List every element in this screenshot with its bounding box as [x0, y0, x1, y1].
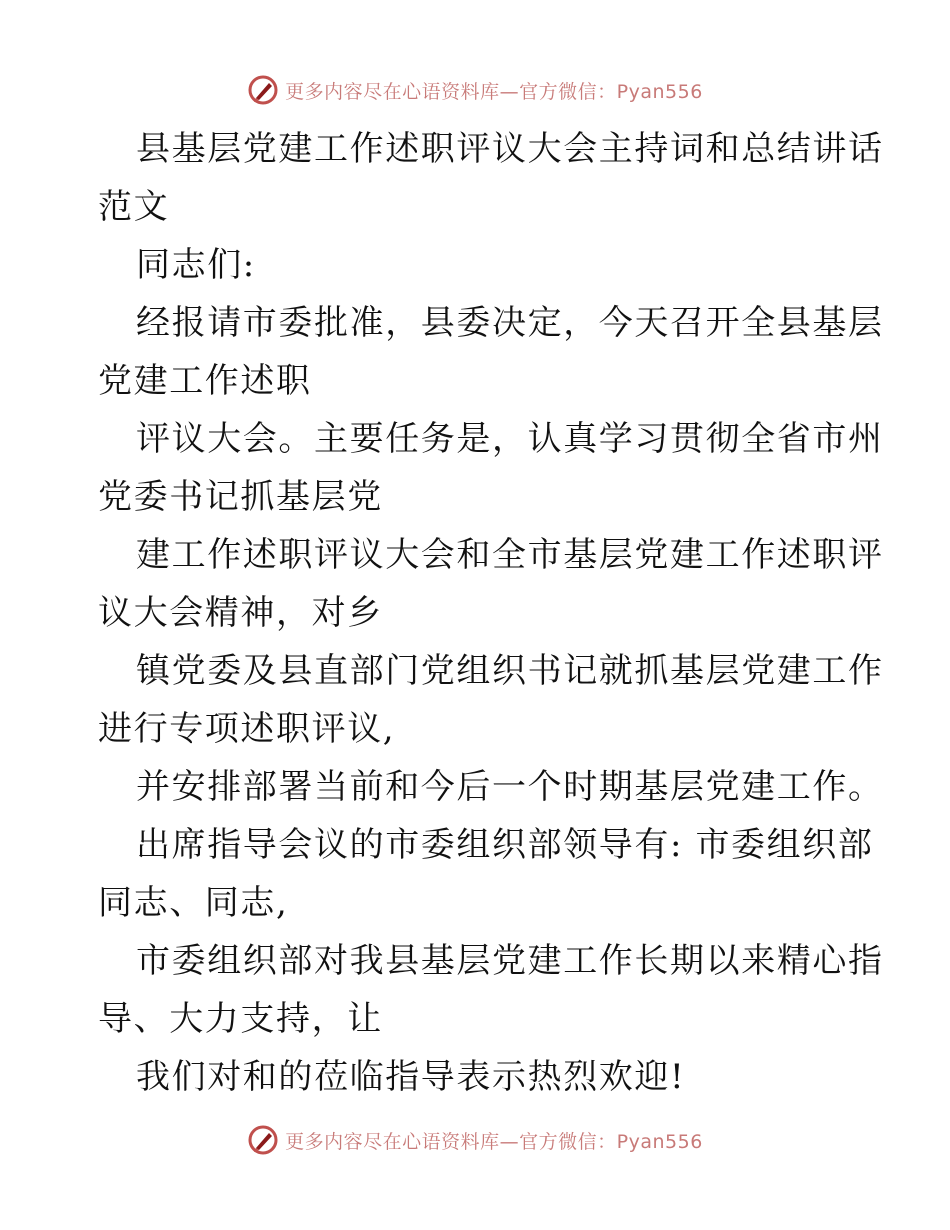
salutation: 同志们: — [136, 245, 256, 285]
paragraph-line: 镇党委及县直部门党组织书记就抓基层党建工作 — [136, 651, 884, 691]
paragraph-line: 市委组织部对我县基层党建工作长期以来精心指 — [136, 941, 884, 981]
paragraph-line: 同志、同志, — [98, 883, 289, 923]
title-line-2: 范文 — [98, 187, 170, 227]
paragraph-line: 我们对和的莅临指导表示热烈欢迎! — [136, 1057, 686, 1097]
watermark-text: 更多内容尽在心语资料库—官方微信：Pyan556 — [285, 80, 703, 103]
footer-watermark — [0, 1120, 950, 1160]
paragraph-line: 议大会精神，对乡 — [98, 593, 383, 633]
header-watermark — [0, 70, 950, 110]
paragraph-line: 党建工作述职 — [98, 361, 312, 401]
paragraph-line: 党委书记抓基层党 — [98, 477, 383, 517]
watermark-text: 更多内容尽在心语资料库—官方微信：Pyan556 — [285, 1130, 703, 1153]
paragraph-line: 进行专项述职评议, — [98, 709, 396, 749]
title-line-1: 县基层党建工作述职评议大会主持词和总结讲话 — [136, 129, 884, 169]
paragraph-line: 经报请市委批准，县委决定，今天召开全县基层 — [136, 303, 884, 343]
paragraph-line: 评议大会。主要任务是，认真学习贯彻全省市州 — [136, 419, 884, 459]
paragraph-line: 导、大力支持，让 — [98, 999, 383, 1039]
paragraph-line: 建工作述职评议大会和全市基层党建工作述职评 — [136, 535, 884, 575]
paragraph-line: 并安排部署当前和今后一个时期基层党建工作。 — [136, 767, 884, 807]
document-body — [98, 120, 884, 1106]
paragraph-line: 出席指导会议的市委组织部领导有: 市委组织部 — [136, 825, 874, 865]
pen-logo-icon — [247, 1124, 279, 1156]
pen-logo-icon — [247, 74, 279, 106]
